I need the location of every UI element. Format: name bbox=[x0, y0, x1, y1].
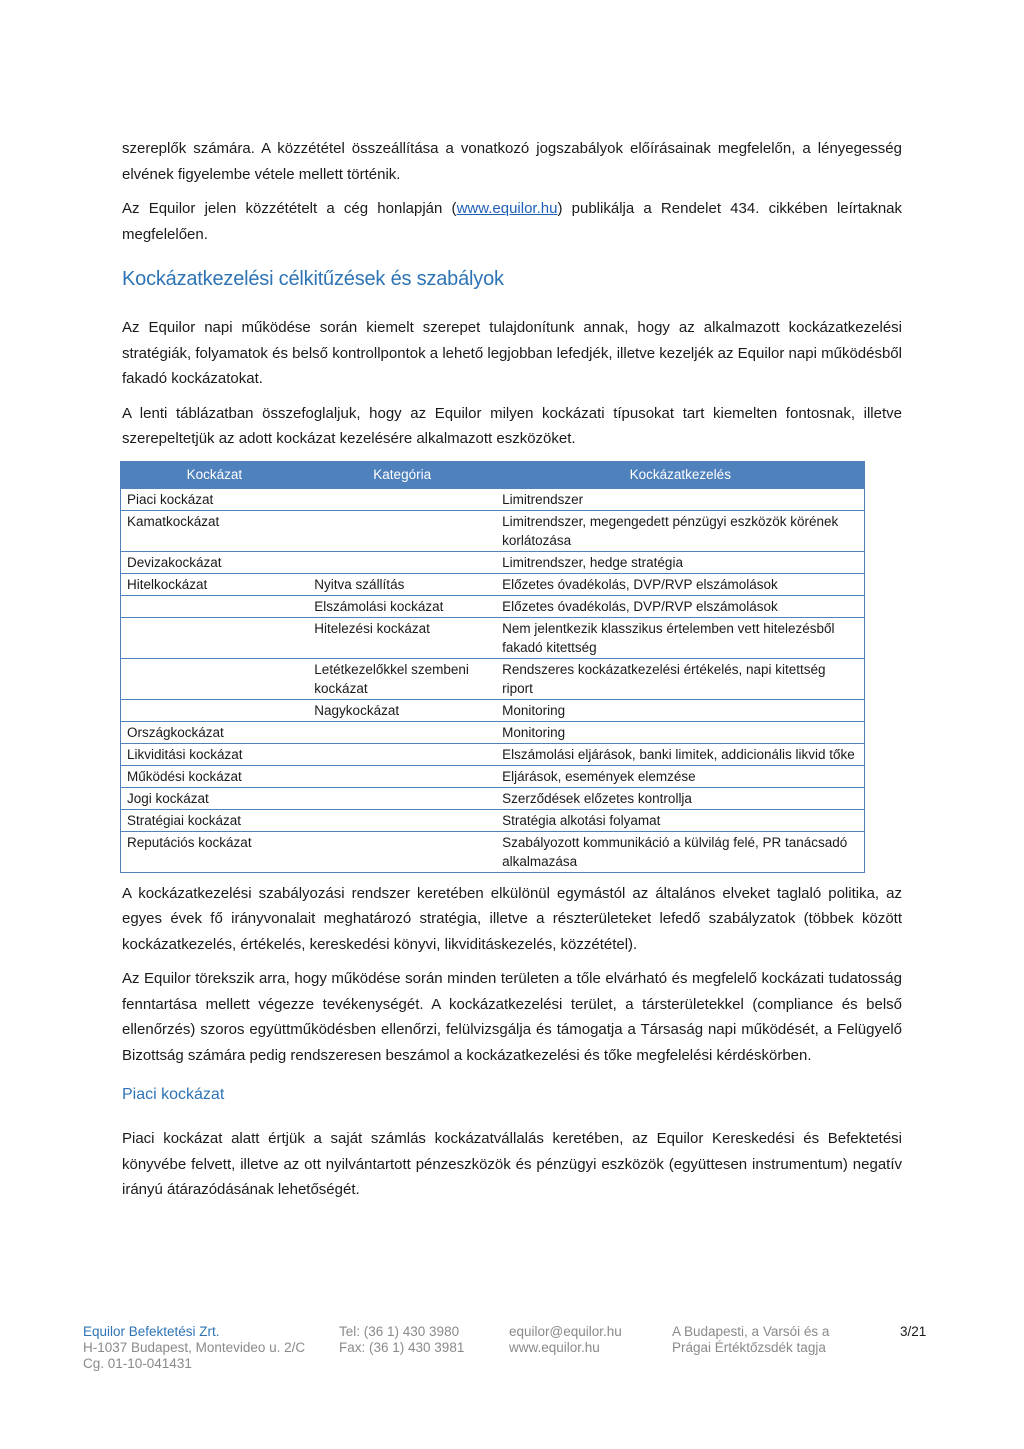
body-paragraph: A kockázatkezelési szabályozási rendszer keretében elkülönül egymástól az általános elveket taglaló politika, az egyes évek fő irányvonalait meghatározó stratégia, illetve a részterületeket lefedő szabályzatok (többek között kockázatkezelés, értékelés, kereskedési könyvi, likviditáskezelés, közzététel). bbox=[122, 884, 902, 953]
page-number: 3/21 bbox=[900, 1324, 927, 1339]
cell-management: Szabályozott kommunikáció a külvilág felé, PR tanácsadó alkalmazása bbox=[496, 831, 864, 872]
cell-risk bbox=[121, 617, 309, 658]
subsection-heading: Piaci kockázat bbox=[122, 1086, 225, 1103]
intro-paragraph-website bbox=[122, 196, 902, 247]
cell-management: Monitoring bbox=[496, 699, 864, 721]
table-row bbox=[121, 787, 865, 809]
risk-table bbox=[120, 461, 865, 873]
cell-risk bbox=[121, 595, 309, 617]
table-row bbox=[121, 658, 865, 699]
footer-registration: Cg. 01-10-041431 bbox=[83, 1356, 192, 1371]
cell-risk: Reputációs kockázat bbox=[121, 831, 309, 872]
cell-risk: Likviditási kockázat bbox=[121, 743, 309, 765]
website-link[interactable]: www.equilor.hu bbox=[456, 200, 558, 217]
footer-email: equilor@equilor.hu bbox=[509, 1324, 622, 1339]
intro-paragraph: szereplők számára. A közzététel összeállítása a vonatkozó jogszabályok előírásainak megfelelőn, a lényegesség elvének figyelembe vétele mellett történik. bbox=[122, 140, 902, 183]
table-row bbox=[121, 831, 865, 872]
footer-phone-block bbox=[339, 1324, 464, 1356]
footer-tel: Tel: (36 1) 430 3980 bbox=[339, 1324, 460, 1339]
cell-risk: Hitelkockázat bbox=[121, 573, 309, 595]
section-heading: Kockázatkezelési célkitűzések és szabályok bbox=[122, 268, 504, 290]
table-row bbox=[121, 765, 865, 787]
footer-membership-line2: Prágai Értéktőzsdék tagja bbox=[672, 1340, 826, 1355]
cell-risk: Működési kockázat bbox=[121, 765, 309, 787]
footer-membership-block bbox=[672, 1324, 829, 1356]
table-header-row bbox=[121, 461, 865, 488]
column-header-category: Kategória bbox=[308, 461, 496, 488]
intro-text-after: ) publikálja a Rendelet 434. cikkében leírtaknak megfelelően. bbox=[122, 200, 902, 243]
cell-management: Szerződések előzetes kontrollja bbox=[496, 787, 864, 809]
cell-management: Nem jelentkezik klasszikus értelemben vett hitelezésből fakadó kitettség bbox=[496, 617, 864, 658]
body-paragraph: A lenti táblázatban összefoglaljuk, hogy az Equilor milyen kockázati típusokat tart kiemelten fontosnak, illetve szerepeltetjük az adott kockázat kezelésére alkalmazott eszközöket. bbox=[122, 404, 902, 447]
cell-management: Elszámolási eljárások, banki limitek, addicionális likvid tőke bbox=[496, 743, 864, 765]
footer-contact-block bbox=[509, 1324, 622, 1356]
cell-management: Rendszeres kockázatkezelési értékelés, napi kitettség riport bbox=[496, 658, 864, 699]
table-row bbox=[121, 743, 865, 765]
cell-category bbox=[308, 787, 496, 809]
cell-category bbox=[308, 721, 496, 743]
cell-risk: Kamatkockázat bbox=[121, 510, 309, 551]
cell-management: Eljárások, események elemzése bbox=[496, 765, 864, 787]
cell-category bbox=[308, 488, 496, 510]
column-header-risk: Kockázat bbox=[121, 461, 309, 488]
body-paragraph: Az Equilor napi működése során kiemelt szerepet tulajdonítunk annak, hogy az alkalmazott kockázatkezelési stratégiák, folyamatok és belső kontrollpontok a lehető legjobban lefedjék, illetve kezeljék az Equilor napi működésből fakadó kockázatokat. bbox=[122, 319, 902, 387]
body-paragraph: Az Equilor törekszik arra, hogy működése során minden területen a tőle elvárható és megfelelő kockázati tudatosság fenntartása mellett végezze tevékenységét. A kockázatkezelési terület, a társterületekkel (compliance és belső ellenőrzés) szoros együttműködésben ellenőrzi, felülvizsgálja és támogatja a Társaság napi működését, a Felügyelő Bizottság számára pedig rendszeresen beszámol a kockázatkezelési és tőke megfelelési kérdéskörben. bbox=[122, 970, 902, 1064]
column-header-management: Kockázatkezelés bbox=[496, 461, 864, 488]
cell-category bbox=[308, 551, 496, 573]
cell-category bbox=[308, 743, 496, 765]
cell-management: Limitrendszer bbox=[496, 488, 864, 510]
cell-management: Előzetes óvadékolás, DVP/RVP elszámolások bbox=[496, 573, 864, 595]
cell-management: Stratégia alkotási folyamat bbox=[496, 809, 864, 831]
footer-company-block bbox=[83, 1324, 305, 1372]
cell-risk bbox=[121, 699, 309, 721]
footer-company-name: Equilor Befektetési Zrt. bbox=[83, 1324, 220, 1339]
table-row bbox=[121, 573, 865, 595]
body-paragraph: Piaci kockázat alatt értjük a saját számlás kockázatvállalás keretében, az Equilor Kereskedési és Befektetési könyvébe felvett, illetve az ott nyilvántartott pénzeszközök és pénzügyi eszközök (együttesen instrumentum) negatív irányú átárazódásának lehetőségét. bbox=[122, 1130, 902, 1198]
table-row bbox=[121, 809, 865, 831]
cell-risk: Piaci kockázat bbox=[121, 488, 309, 510]
cell-category bbox=[308, 510, 496, 551]
cell-risk: Jogi kockázat bbox=[121, 787, 309, 809]
footer-page-number-block bbox=[900, 1324, 926, 1340]
cell-risk: Stratégiai kockázat bbox=[121, 809, 309, 831]
cell-management: Előzetes óvadékolás, DVP/RVP elszámolások bbox=[496, 595, 864, 617]
footer-membership-line1: A Budapesti, a Varsói és a bbox=[672, 1324, 830, 1339]
cell-management: Monitoring bbox=[496, 721, 864, 743]
cell-risk bbox=[121, 658, 309, 699]
cell-management: Limitrendszer, megengedett pénzügyi eszközök körének korlátozása bbox=[496, 510, 864, 551]
cell-management: Limitrendszer, hedge stratégia bbox=[496, 551, 864, 573]
cell-category: Letétkezelőkkel szembeni kockázat bbox=[308, 658, 496, 699]
intro-text-before: Az Equilor jelen közzétételt a cég honlapján ( bbox=[122, 200, 457, 217]
cell-category bbox=[308, 809, 496, 831]
cell-risk: Devizakockázat bbox=[121, 551, 309, 573]
table-row bbox=[121, 551, 865, 573]
table-row bbox=[121, 721, 865, 743]
cell-risk: Országkockázat bbox=[121, 721, 309, 743]
cell-category: Nyitva szállítás bbox=[308, 573, 496, 595]
table-row bbox=[121, 617, 865, 658]
table-row bbox=[121, 510, 865, 551]
table-row bbox=[121, 488, 865, 510]
table-row bbox=[121, 595, 865, 617]
footer-web: www.equilor.hu bbox=[509, 1340, 600, 1355]
cell-category bbox=[308, 765, 496, 787]
cell-category: Elszámolási kockázat bbox=[308, 595, 496, 617]
footer-address: H-1037 Budapest, Montevideo u. 2/C bbox=[83, 1340, 306, 1355]
footer-fax: Fax: (36 1) 430 3981 bbox=[339, 1340, 465, 1355]
cell-category: Nagykockázat bbox=[308, 699, 496, 721]
cell-category: Hitelezési kockázat bbox=[308, 617, 496, 658]
table-row bbox=[121, 699, 865, 721]
page-content bbox=[122, 136, 902, 1212]
cell-category bbox=[308, 831, 496, 872]
